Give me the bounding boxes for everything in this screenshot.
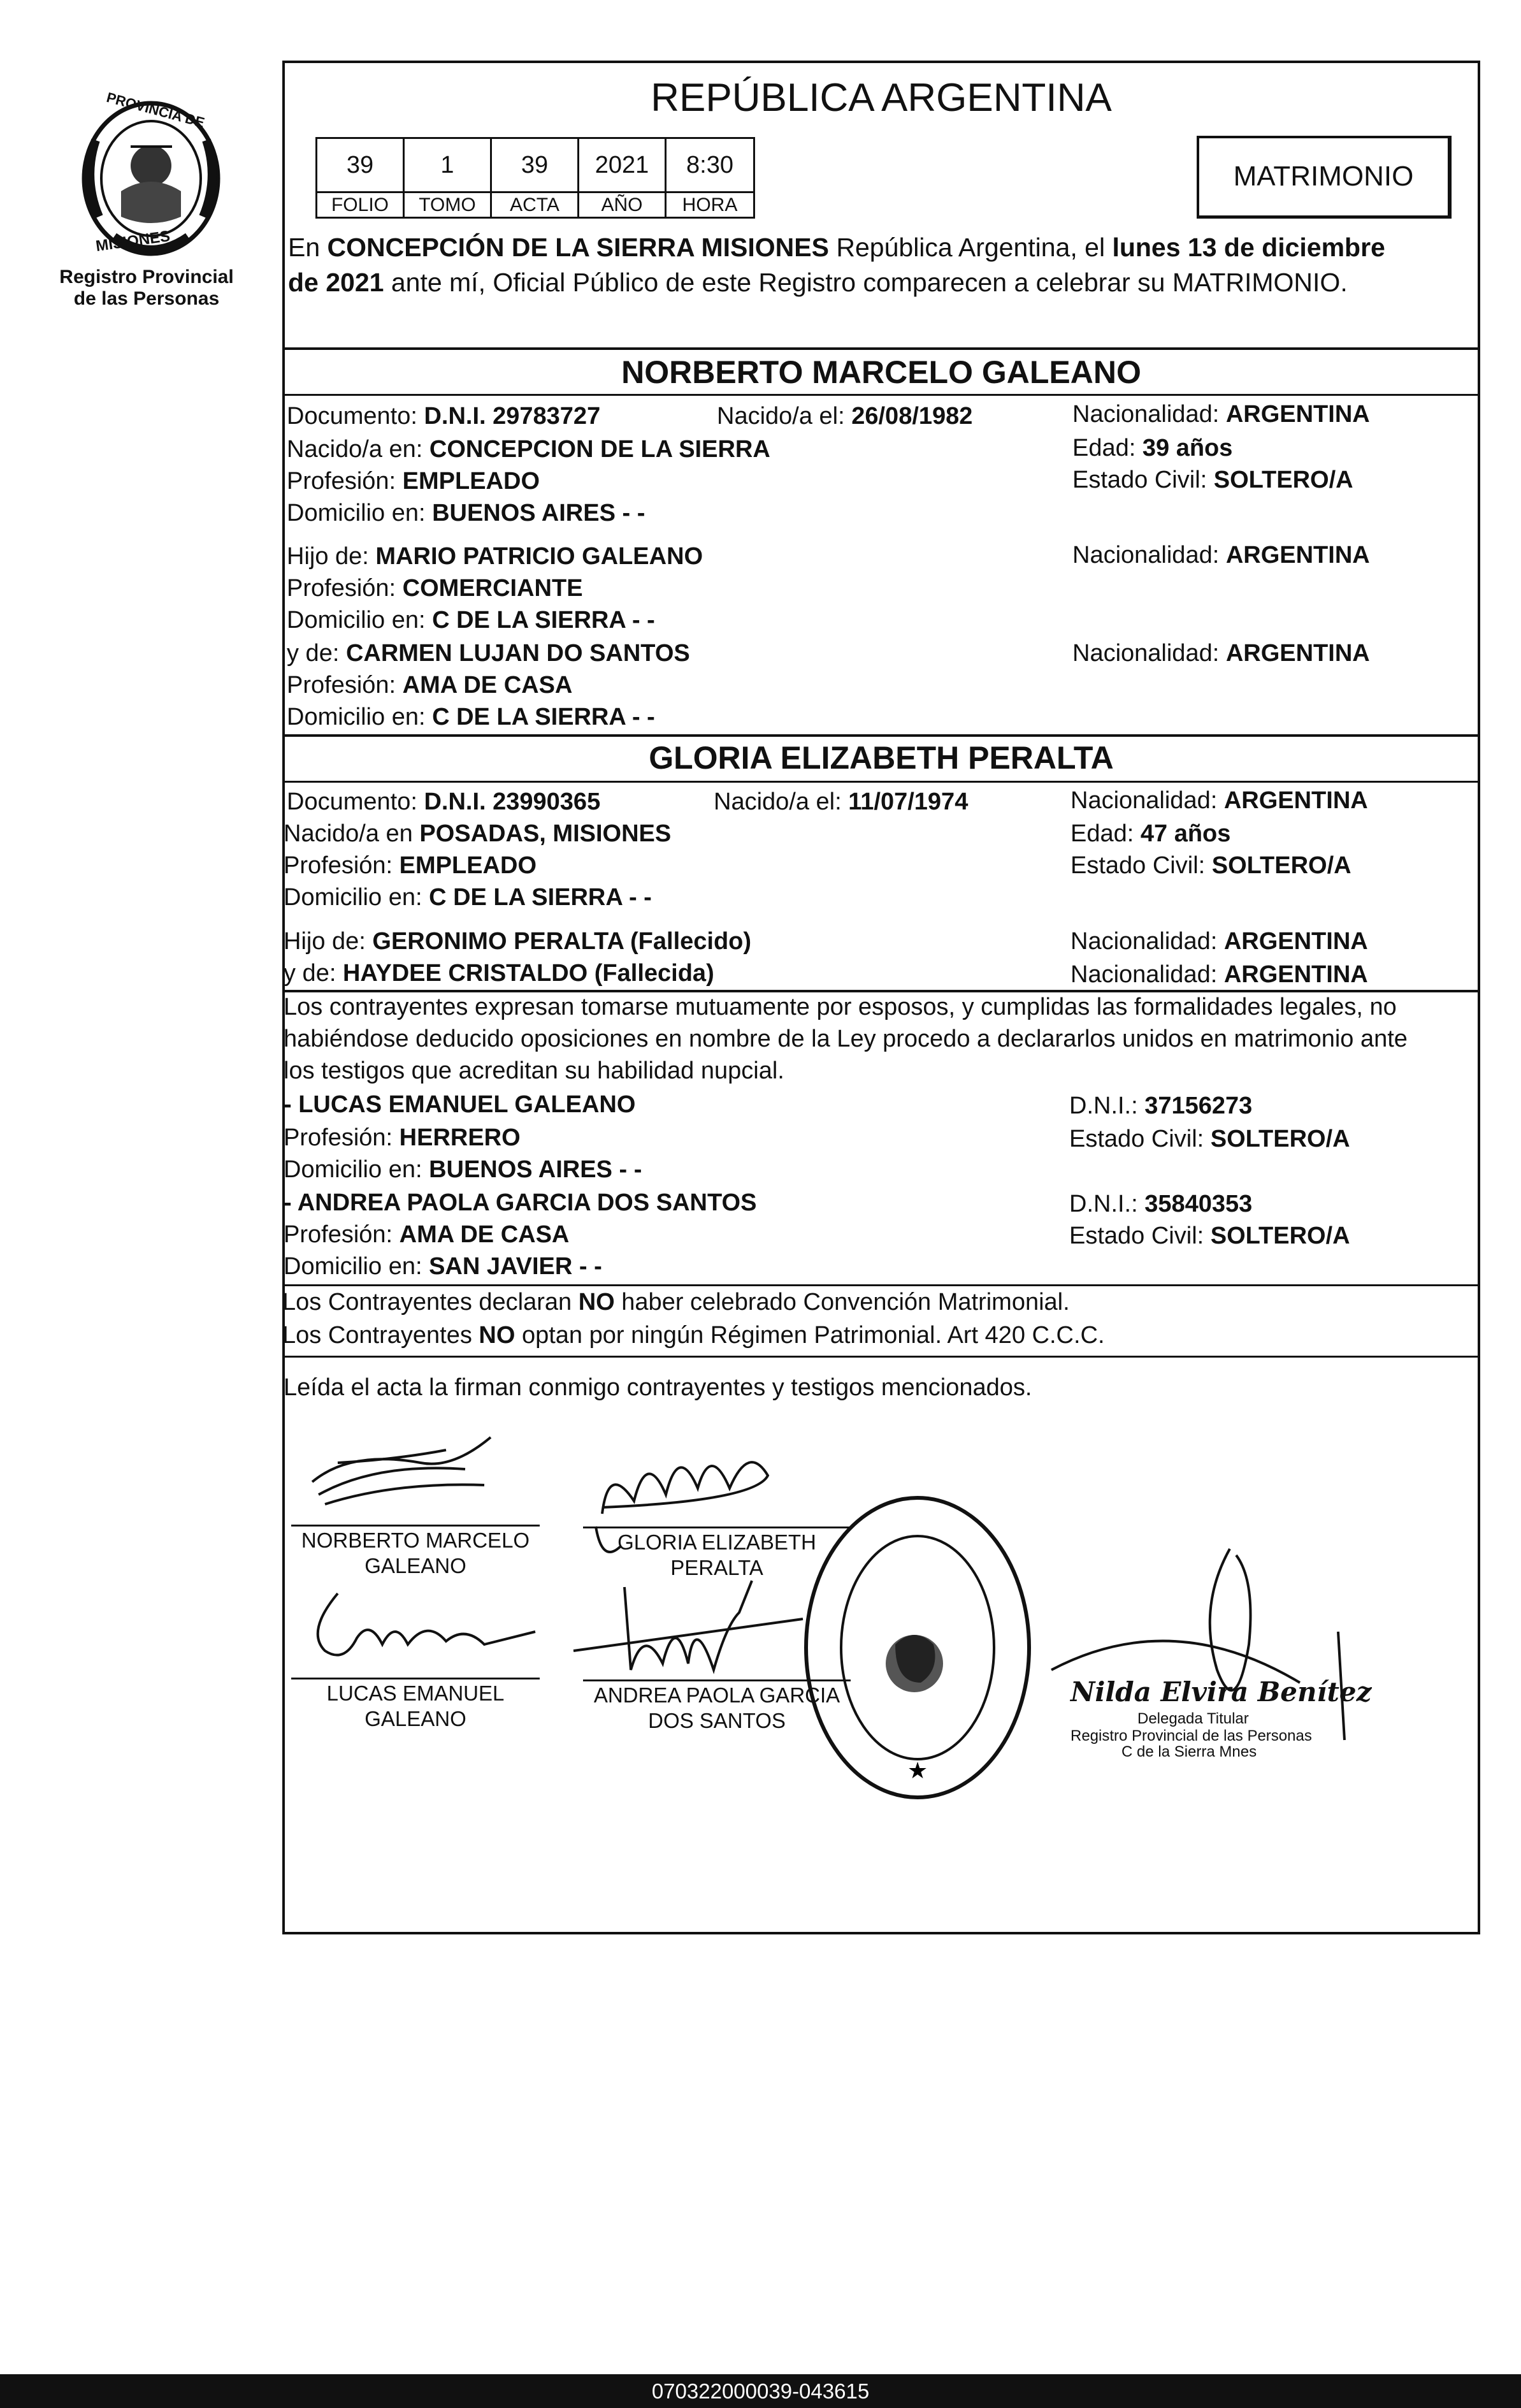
doc-type-box [1197, 136, 1452, 219]
witness2-dni: D.N.I.: 35840353 [1069, 1191, 1253, 1217]
registrar-name: Nilda Elvira Benítez [1070, 1676, 1372, 1708]
spouse2-father-nationality: Nacionalidad: ARGENTINA [1070, 928, 1368, 955]
witness1-civil-status: Estado Civil: SOLTERO/A [1069, 1126, 1350, 1152]
spouse1-father: Hijo de: MARIO PATRICIO GALEANO [287, 543, 703, 570]
ceremony-place: CONCEPCIÓN DE LA SIERRA MISIONES [327, 233, 829, 262]
witness1-domicile: Domicilio en: BUENOS AIRES - - [284, 1156, 642, 1183]
spouse1-birthdate: Nacido/a el: 26/08/1982 [717, 403, 973, 430]
spouse2-mother-nationality: Nacionalidad: ARGENTINA [1070, 961, 1368, 988]
witness2-profession: Profesión: AMA DE CASA [284, 1221, 570, 1248]
intro-line2: de 2021 ante mí, Oficial Público de este Registro comparecen a celebrar su MATRIMONIO. [288, 268, 1348, 297]
spouse2-father: Hijo de: GERONIMO PERALTA (Fallecido) [284, 928, 752, 955]
acta-label: ACTA [490, 191, 579, 219]
spouse1-profession: Profesión: EMPLEADO [287, 468, 540, 495]
spouse2-mother: y de: HAYDEE CRISTALDO (Fallecida) [284, 960, 714, 987]
witness2-civil-status: Estado Civil: SOLTERO/A [1069, 1222, 1350, 1249]
year-label: AÑO [577, 191, 667, 219]
witness1-name: - LUCAS EMANUEL GALEANO [284, 1091, 636, 1118]
spouse2-birthdate: Nacido/a el: 11/07/1974 [714, 788, 969, 815]
logo-caption-line2: de las Personas [73, 288, 220, 309]
logo-ring-top: PROVINCIA DE [105, 89, 206, 131]
signature-line [291, 1525, 540, 1527]
spouse2-signature-label-1: GLORIA ELIZABETH [617, 1530, 816, 1554]
intro-line1: En CONCEPCIÓN DE LA SIERRA MISIONES República Argentina, el lunes 13 de diciembre [288, 233, 1385, 262]
hour-label: HORA [665, 191, 755, 219]
registrar-place: C de la Sierra Mnes [1121, 1743, 1257, 1760]
registrar-role: Delegada Titular [1137, 1710, 1249, 1727]
declaration-line1: Los contrayentes expresan tomarse mutuamente por esposos, y cumplidas las formalidades legales, no [284, 994, 1397, 1020]
witness1-signature-label-2: GALEANO [364, 1707, 466, 1730]
tomo-value: 1 [403, 137, 492, 193]
spouse2-document: Documento: D.N.I. 23990365 [287, 788, 601, 815]
spouse1-signature-label-2: GALEANO [364, 1554, 466, 1578]
spouse1-signature [299, 1425, 516, 1520]
folio-value: 39 [315, 137, 405, 193]
divider [282, 394, 1480, 396]
spouse2-profession: Profesión: EMPLEADO [284, 852, 537, 879]
spouse1-name: NORBERTO MARCELO GALEANO [621, 354, 1141, 390]
witness1-profession: Profesión: HERRERO [284, 1124, 521, 1151]
divider [282, 347, 1480, 350]
divider [282, 1356, 1480, 1358]
spouse2-nationality: Nacionalidad: ARGENTINA [1070, 787, 1368, 814]
spouse1-signature-label-1: NORBERTO MARCELO [301, 1528, 530, 1552]
spouse2-name: GLORIA ELIZABETH PERALTA [649, 740, 1114, 776]
spouse2-signature-label-2: PERALTA [670, 1556, 763, 1579]
record-index-table [315, 137, 755, 220]
spouse1-mother-nationality: Nacionalidad: ARGENTINA [1072, 640, 1370, 667]
logo-caption-line1: Registro Provincial [59, 266, 234, 287]
spouse2-domicile: Domicilio en: C DE LA SIERRA - - [284, 884, 652, 911]
spouse1-age: Edad: 39 años [1072, 435, 1233, 461]
witness2-domicile: Domicilio en: SAN JAVIER - - [284, 1253, 602, 1280]
closing-statement: Leída el acta la firman conmigo contrayentes y testigos mencionados. [284, 1374, 1032, 1401]
spouse1-mother-domicile: Domicilio en: C DE LA SIERRA - - [287, 704, 655, 730]
spouse1-mother-profession: Profesión: AMA DE CASA [287, 672, 573, 699]
declaration-line3: los testigos que acreditan su habilidad nupcial. [284, 1057, 784, 1084]
ceremony-date: lunes 13 de diciembre [1112, 233, 1385, 262]
country-title: REPÚBLICA ARGENTINA [651, 76, 1112, 120]
logo-ring-bottom: MISIONES [94, 227, 171, 256]
spouse1-domicile: Domicilio en: BUENOS AIRES - - [287, 500, 645, 526]
witness1-signature-label-1: LUCAS EMANUEL [326, 1681, 505, 1705]
spouse1-civil-status: Estado Civil: SOLTERO/A [1072, 467, 1353, 493]
signature-line [291, 1678, 540, 1679]
doc-type-label: MATRIMONIO [1233, 161, 1414, 192]
spouse1-father-nationality: Nacionalidad: ARGENTINA [1072, 542, 1370, 569]
spouse1-mother: y de: CARMEN LUJAN DO SANTOS [287, 640, 690, 667]
convention-line2: Los Contrayentes NO optan por ningún Régimen Patrimonial. Art 420 C.C.C. [282, 1322, 1105, 1349]
declaration-line2: habiéndose deducido oposiciones en nombre de la Ley procedo a declararlos unidos en matrimonio ante [284, 1026, 1408, 1052]
registrar-office: Registro Provincial de las Personas [1070, 1727, 1312, 1744]
spouse2-civil-status: Estado Civil: SOLTERO/A [1070, 852, 1352, 879]
year-value: 2021 [577, 137, 667, 193]
svg-text:★: ★ [907, 1758, 928, 1784]
spouse2-age: Edad: 47 años [1070, 820, 1231, 847]
divider [282, 734, 1480, 737]
document-code: 070322000039-043615 [651, 2379, 870, 2403]
spouse1-father-domicile: Domicilio en: C DE LA SIERRA - - [287, 607, 655, 634]
spouse1-birthplace: Nacido/a en: CONCEPCION DE LA SIERRA [287, 436, 770, 463]
spouse1-document: Documento: D.N.I. 29783727 [287, 403, 601, 430]
witness2-name: - ANDREA PAOLA GARCIA DOS SANTOS [284, 1189, 757, 1216]
witness2-signature [561, 1574, 816, 1683]
folio-label: FOLIO [315, 191, 405, 219]
witness2-signature-label-2: DOS SANTOS [648, 1709, 786, 1732]
spouse2-birthplace: Nacido/a en POSADAS, MISIONES [284, 820, 672, 847]
divider [282, 781, 1480, 783]
witness2-signature-label-1: ANDREA PAOLA GARCIA [593, 1683, 840, 1707]
convention-line1: Los Contrayentes declaran NO haber celebrado Convención Matrimonial. [282, 1289, 1070, 1316]
official-stamp-icon [800, 1491, 1035, 1804]
acta-value: 39 [490, 137, 579, 193]
witness1-signature [299, 1581, 554, 1676]
spouse1-father-profession: Profesión: COMERCIANTE [287, 575, 583, 602]
footer-bar [0, 2374, 1521, 2408]
spouse1-nationality: Nacionalidad: ARGENTINA [1072, 401, 1370, 428]
tomo-label: TOMO [403, 191, 492, 219]
hour-value: 8:30 [665, 137, 755, 193]
witness1-dni: D.N.I.: 37156273 [1069, 1092, 1253, 1119]
